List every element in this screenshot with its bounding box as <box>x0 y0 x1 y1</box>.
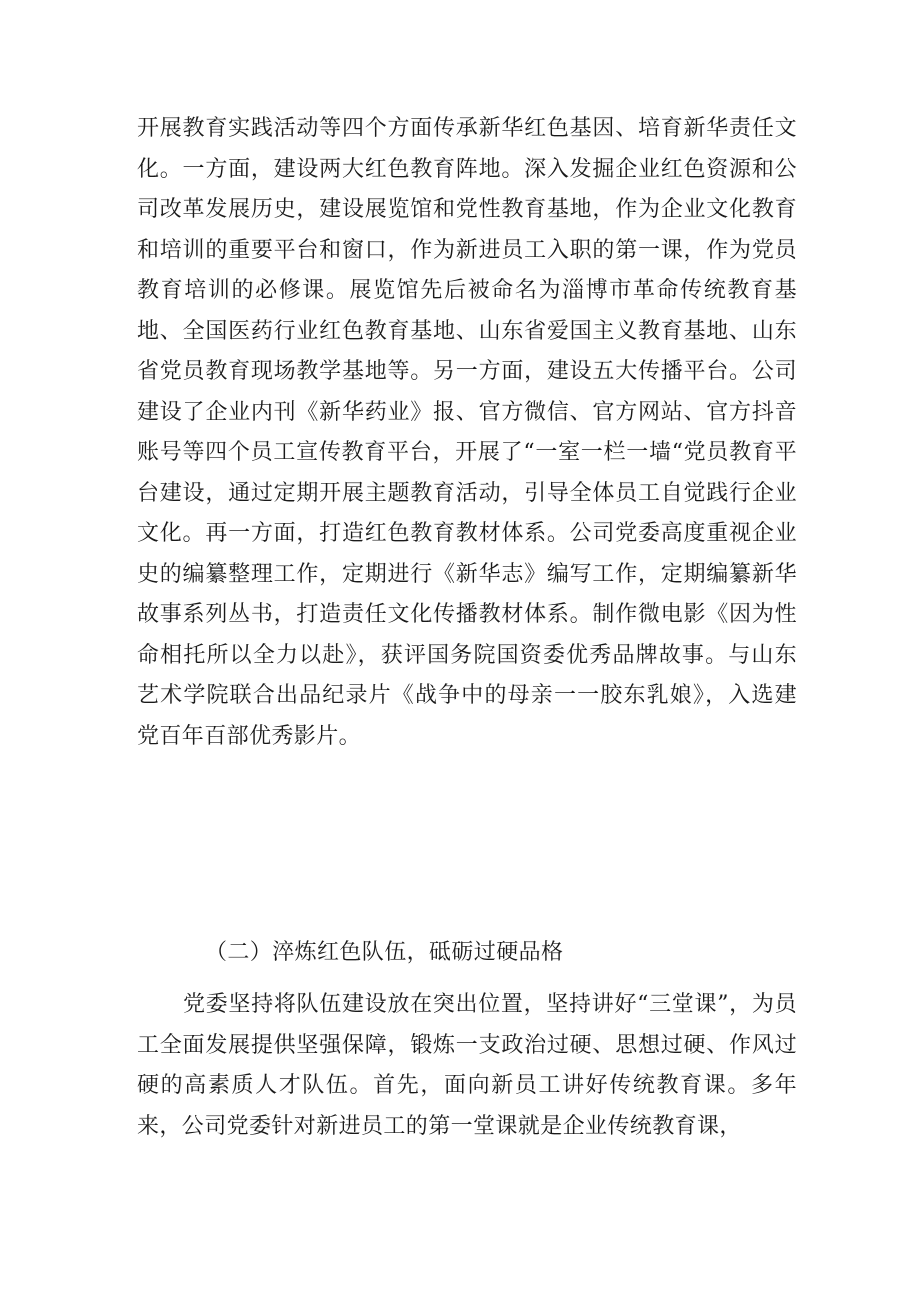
body-paragraph: 党委坚持将队伍建设放在突出位置，坚持讲好“三堂课”，为员工全面发展提供坚强保障，锻炼一支政治过硬、思想过硬、作风过硬的高素质人才队伍。首先，面向新员工讲好传统教育课。多年来，公司党委针对新进员工的第一堂课就是企业传统教育课， <box>137 992 797 1139</box>
body-paragraph: 开展教育实践活动等四个方面传承新华红色基因、培育新华责任文化。一方面，建设两大红色教育阵地。深入发掘企业红色资源和公司改革发展历史，建设展览馆和党性教育基地，作为企业文化教育和培训的重要平台和窗口，作为新进员工入职的第一课，作为党员教育培训的必修课。展览馆先后被命名为淄博市革命传统教育基地、全国医药行业红色教育基地、山东省爱国主义教育基地、山东省党员教育现场教学基地等。另一方面，建设五大传播平台。公司建设了企业内刊《新华药业》报、官方微信、官方网站、官方抖音账号等四个员工宣传教育平台，开展了“一室一栏一墙“党员教育平台建设，通过定期开展主题教育活动，引导全体员工自觉践行企业文化。再一方面，打造红色教育教材体系。公司党委高度重视企业史的编纂整理工作，定期进行《新华志》编写工作，定期编纂新华故事系列丛书，打造责任文化传播教材体系。制作微电影《因为性命相托所以全力以赴》，获评国务院国资委优秀品牌故事。与山东艺术学院联合出品纪录片《战争中的母亲一一胶东乳娘》，入选建党百年百部优秀影片。 <box>137 116 797 749</box>
section-heading: （二）淬炼红色队伍，砥砺过硬品格 <box>205 940 564 965</box>
